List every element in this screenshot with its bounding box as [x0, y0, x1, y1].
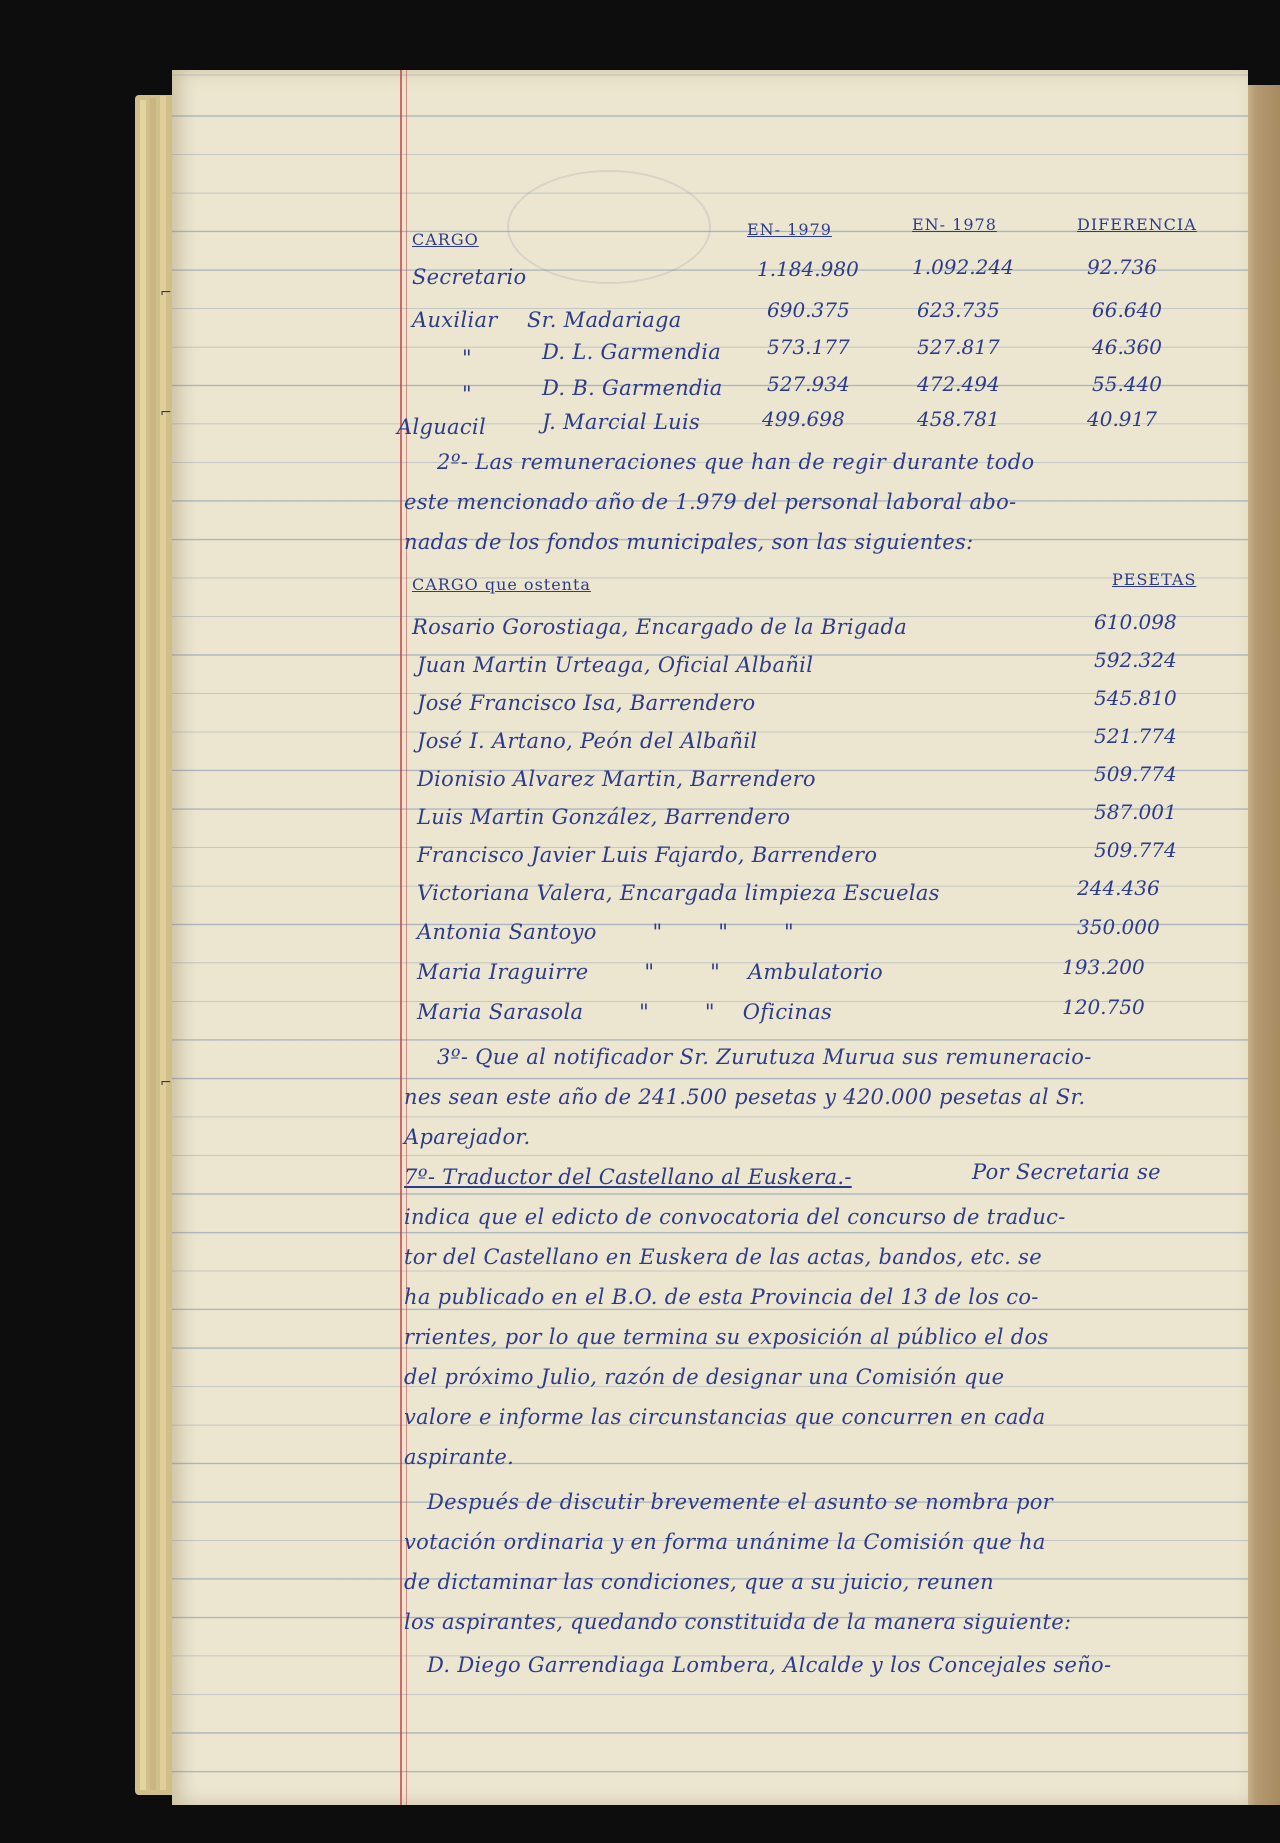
- table1-diff: 92.736: [1087, 255, 1157, 279]
- text-line: Aparejador.: [404, 1125, 531, 1149]
- table1-1978: 458.781: [917, 407, 1000, 431]
- table2-name: Maria Sarasola " " Oficinas: [417, 1000, 833, 1024]
- table1-header-cargo: CARGO: [412, 230, 479, 249]
- table2-value: 120.750: [1062, 995, 1145, 1019]
- table1-cargo: Secretario: [412, 265, 527, 289]
- table1-1979: 573.177: [767, 335, 850, 359]
- table2-value: 509.774: [1094, 838, 1177, 862]
- text-line: nes sean este año de 241.500 pesetas y 420.000 pesetas al Sr.: [404, 1085, 1086, 1109]
- text-line: valore e informe las circunstancias que concurren en cada: [404, 1405, 1046, 1429]
- table1-1978: 623.735: [917, 298, 1000, 322]
- table2-name: Juan Martin Urteaga, Oficial Albañil: [417, 653, 814, 677]
- text-line: rrientes, por lo que termina su exposición al público el dos: [404, 1325, 1049, 1349]
- table2-name: Maria Iraguirre " " Ambulatorio: [417, 960, 884, 984]
- table1-header-diferencia: DIFERENCIA: [1077, 215, 1197, 234]
- table2-name: Luis Martin González, Barrendero: [417, 805, 791, 829]
- table2-value: 521.774: [1094, 724, 1177, 748]
- table1-diff: 55.440: [1092, 372, 1162, 396]
- table2-value: 244.436: [1077, 876, 1160, 900]
- text-line: este mencionado año de 1.979 del personal laboral abo-: [404, 490, 1017, 514]
- table1-name: D. B. Garmendia: [542, 376, 723, 400]
- text-line: votación ordinaria y en forma unánime la Comisión que ha: [404, 1530, 1046, 1554]
- table2-value: 509.774: [1094, 762, 1177, 786]
- margin-mark: ⌐: [160, 405, 172, 421]
- text-line: Por Secretaria se: [972, 1160, 1161, 1184]
- table1-diff: 66.640: [1092, 298, 1162, 322]
- table2-name: Francisco Javier Luis Fajardo, Barrendero: [417, 843, 878, 867]
- section-7-title: 7º- Traductor del Castellano al Euskera.-: [404, 1165, 852, 1189]
- text-line: tor del Castellano en Euskera de las actas, bandos, etc. se: [404, 1245, 1042, 1269]
- margin-mark: ⌐: [160, 1075, 172, 1091]
- page-edge: [150, 98, 156, 1790]
- table2-value: 193.200: [1062, 955, 1145, 979]
- table1-diff: 46.360: [1092, 335, 1162, 359]
- table1-cargo: ": [462, 346, 472, 370]
- text-line: del próximo Julio, razón de designar una Comisión que: [404, 1365, 1005, 1389]
- table1-name: J. Marcial Luis: [542, 410, 701, 434]
- text-line: Después de discutir brevemente el asunto se nombra por: [427, 1490, 1054, 1514]
- table1-diff: 40.917: [1087, 407, 1157, 431]
- table1-1979: 499.698: [762, 407, 845, 431]
- table2-name: Antonia Santoyo " " ": [417, 920, 795, 944]
- table2-name: Dionisio Alvarez Martin, Barrendero: [417, 767, 816, 791]
- margin-mark: ⌐: [160, 285, 172, 301]
- table2-name: José I. Artano, Peón del Albañil: [417, 729, 758, 753]
- table1-1979: 690.375: [767, 298, 850, 322]
- table2-name: José Francisco Isa, Barrendero: [417, 691, 756, 715]
- table2-header-pesetas: PESETAS: [1112, 570, 1197, 589]
- text-line: los aspirantes, quedando constituida de la manera siguiente:: [404, 1610, 1072, 1634]
- table1-header-1978: EN- 1978: [912, 215, 997, 234]
- table2-name: Victoriana Valera, Encargada limpieza Escuelas: [417, 881, 940, 905]
- table2-value: 587.001: [1094, 800, 1177, 824]
- table1-name: Sr. Madariaga: [527, 308, 682, 332]
- table2-value: 592.324: [1094, 648, 1177, 672]
- table2-value: 545.810: [1094, 686, 1177, 710]
- text-line: de dictaminar las condiciones, que a su juicio, reunen: [404, 1570, 994, 1594]
- table1-1978: 1.092.244: [912, 255, 1014, 279]
- table1-header-1979: EN- 1979: [747, 220, 832, 239]
- text-line: indica que el edicto de convocatoria del concurso de traduc-: [404, 1205, 1066, 1229]
- text-line: 2º- Las remuneraciones que han de regir durante todo: [437, 450, 1035, 474]
- text-line: D. Diego Garrendiaga Lombera, Alcalde y los Concejales seño-: [427, 1653, 1112, 1677]
- text-line: nadas de los fondos municipales, son las siguientes:: [404, 530, 974, 554]
- faded-stamp: [507, 170, 711, 284]
- table1-1979: 527.934: [767, 372, 850, 396]
- table2-value: 350.000: [1077, 915, 1160, 939]
- text-line: aspirante.: [404, 1445, 515, 1469]
- text-line: ha publicado en el B.O. de esta Provincia del 13 de los co-: [404, 1285, 1039, 1309]
- table1-cargo: Alguacil: [397, 415, 486, 439]
- table1-cargo: ": [462, 382, 472, 406]
- table2-header-cargo: CARGO que ostenta: [412, 575, 591, 594]
- table1-name: D. L. Garmendia: [542, 340, 722, 364]
- table2-value: 610.098: [1094, 610, 1177, 634]
- text-line: 3º- Que al notificador Sr. Zurutuza Murua sus remuneracio-: [437, 1045, 1092, 1069]
- table2-name: Rosario Gorostiaga, Encargado de la Brigada: [412, 615, 908, 639]
- ledger-page: [160, 70, 1248, 1805]
- page-edge: [160, 96, 166, 1790]
- table1-cargo: Auxiliar: [412, 308, 498, 332]
- table1-1978: 527.817: [917, 335, 1000, 359]
- page-edge: [140, 100, 146, 1790]
- table1-1978: 472.494: [917, 372, 1000, 396]
- table1-1979: 1.184.980: [757, 257, 859, 281]
